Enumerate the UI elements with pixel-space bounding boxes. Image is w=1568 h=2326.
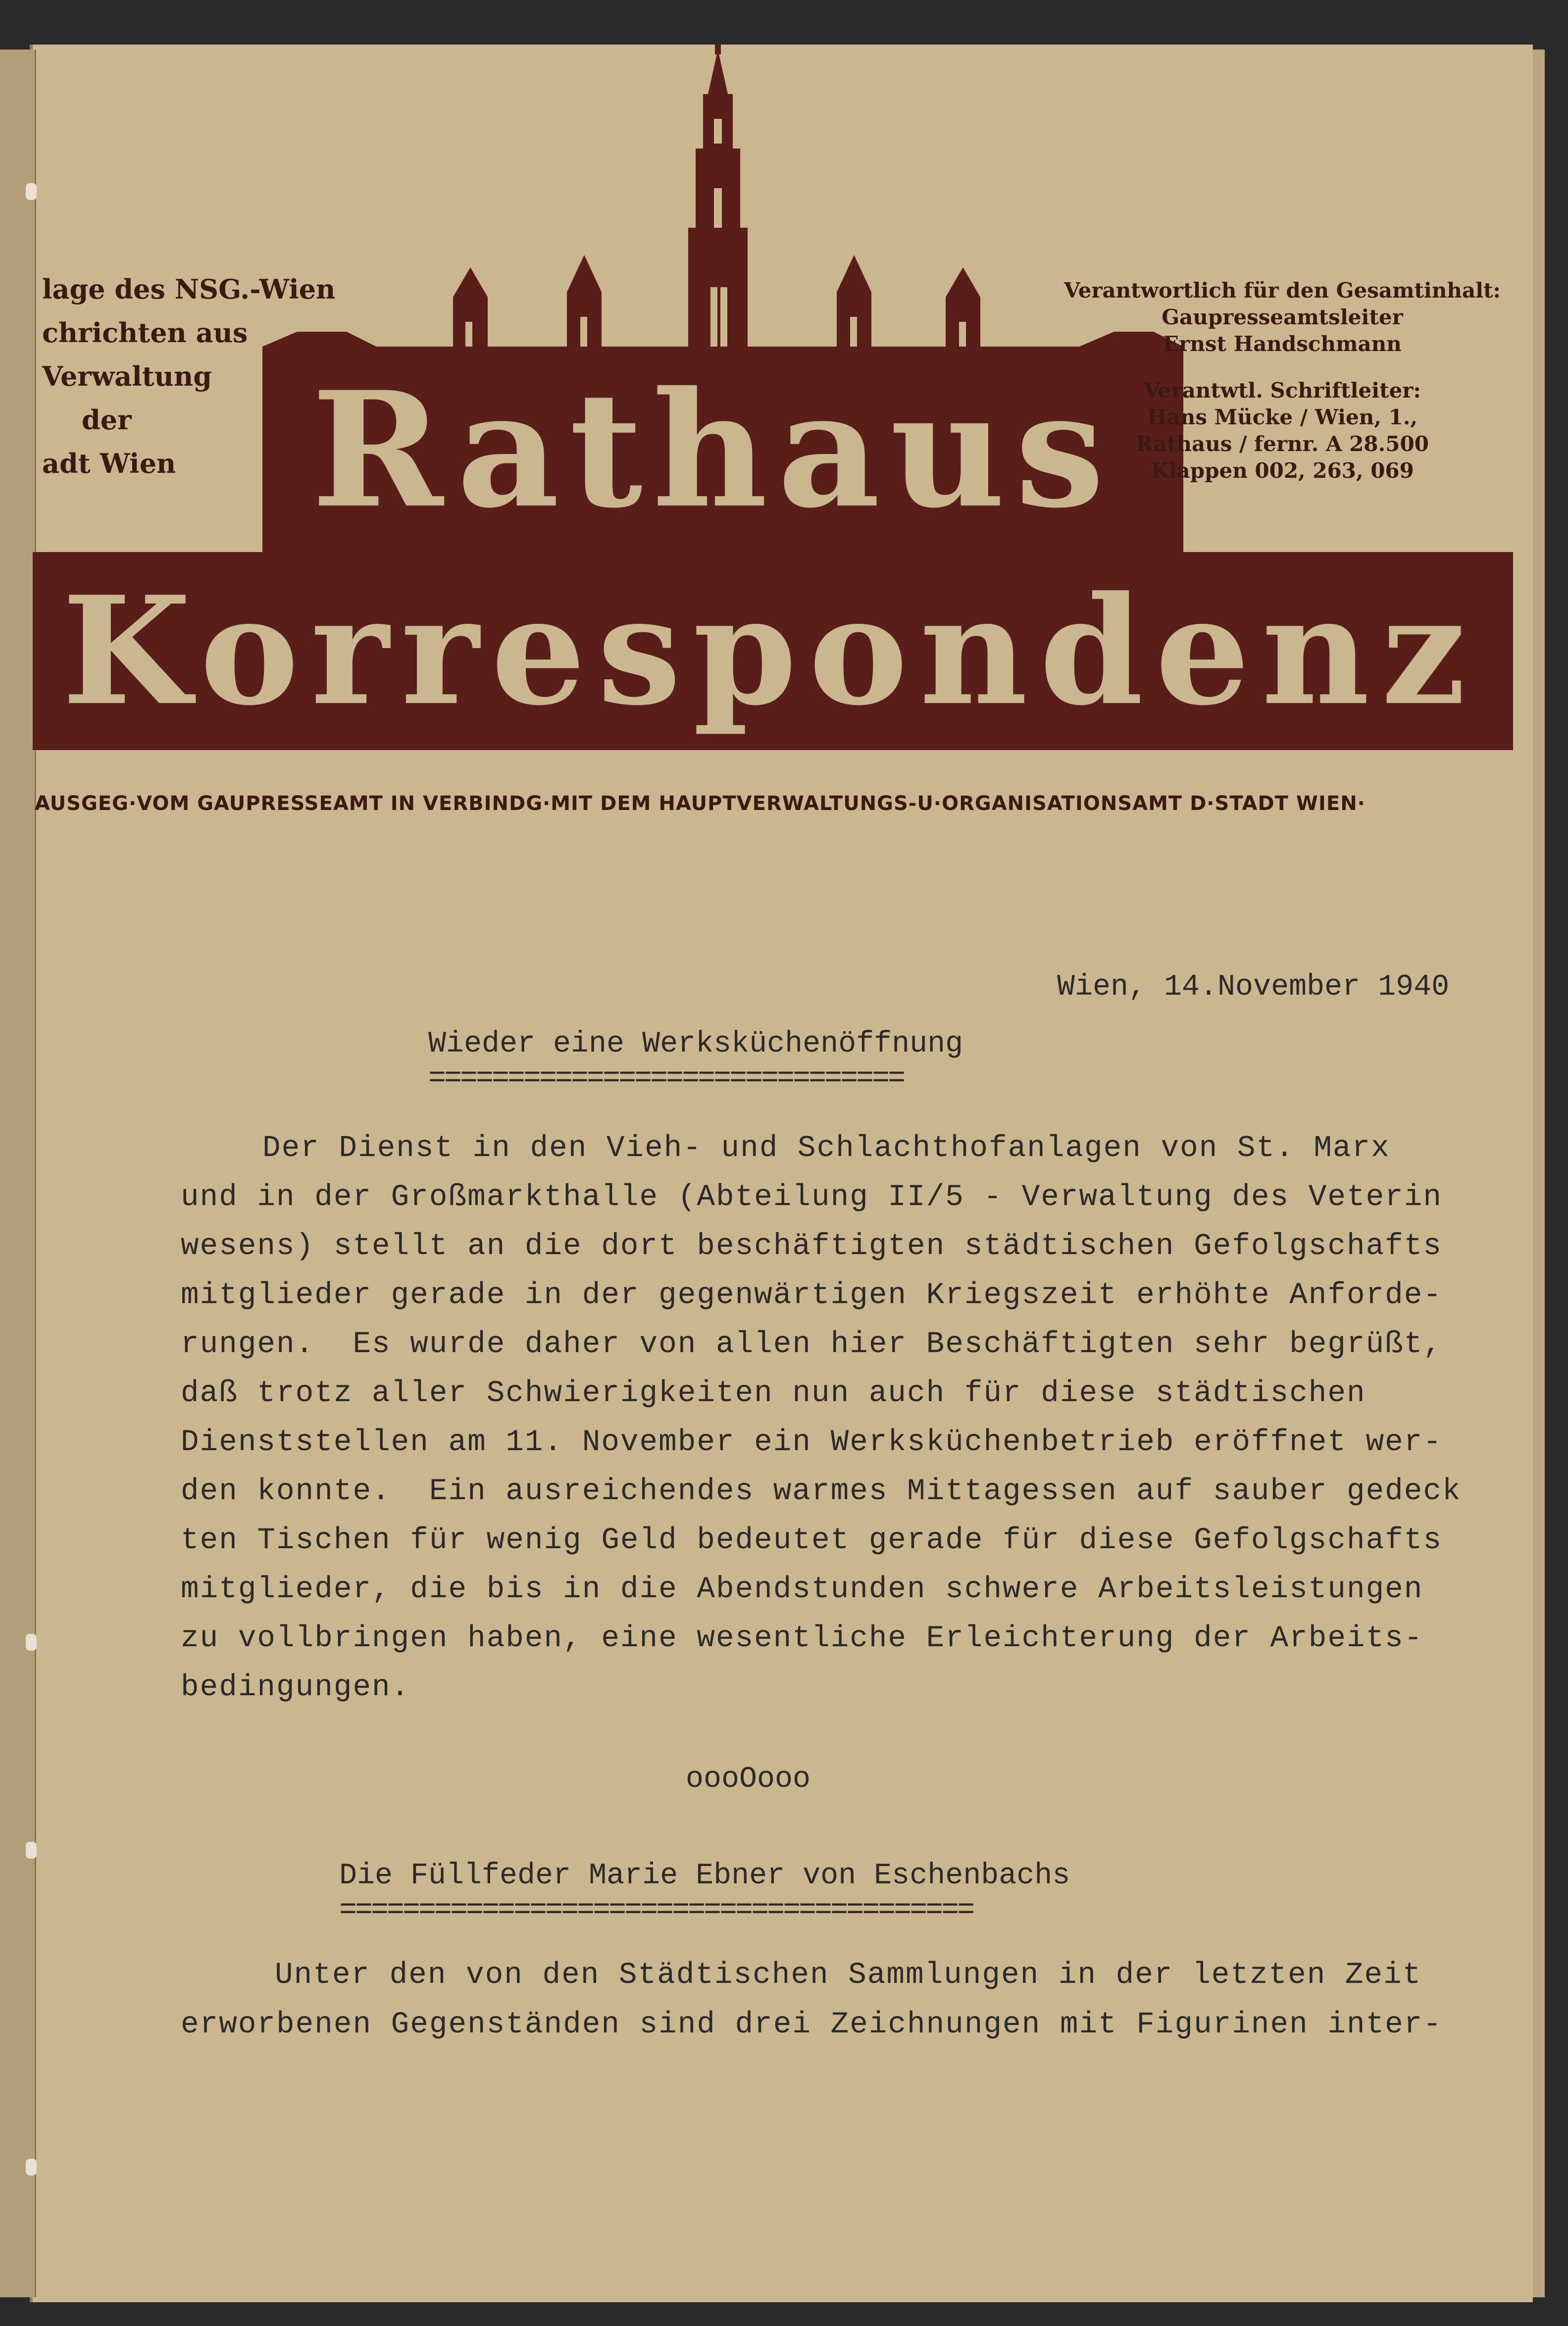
masthead-left-line: adt Wien	[42, 448, 176, 479]
masthead-right-line: Rathaus / fernr. A 28.500	[1136, 432, 1429, 456]
article-line: erworbenen Gegenständen sind drei Zeichnungen mit Figurinen inter-	[181, 2008, 1442, 2042]
article-line: und in der Großmarkthalle (Abteilung II/5 - Verwaltung des Veterin	[181, 1180, 1442, 1214]
heading-underline: ========================================	[339, 1894, 973, 1927]
masthead-left-line: Verwaltung	[42, 360, 212, 392]
publisher-subline: AUSGEG·VOM GAUPRESSEAMT IN VERBINDG·MIT DEM HAUPTVERWALTUNGS-U·ORGANISATIONSAMT D·STADT WIEN·	[35, 792, 1366, 815]
masthead-left-block	[42, 267, 336, 485]
article-line: mitglieder gerade in der gegenwärtigen Kriegszeit erhöhte Anforde-	[181, 1278, 1442, 1313]
masthead-right-line: Hans Mücke / Wien, 1.,	[1147, 405, 1418, 429]
article-line: bedingungen.	[181, 1670, 410, 1705]
article-line: daß trotz aller Schwierigkeiten nun auch für diese städtischen	[181, 1376, 1366, 1411]
heading-underline: ==============================	[428, 1062, 904, 1096]
article-heading: Die Füllfeder Marie Ebner von Eschenbachs	[339, 1859, 1070, 1893]
masthead-right-line: Ernst Handschmann	[1163, 332, 1402, 356]
masthead-right-line: Gaupresseamtsleiter	[1162, 305, 1403, 329]
masthead-right-block	[1050, 277, 1515, 484]
masthead-title-korrespondenz: Korrespondenz	[62, 563, 1478, 738]
article-line: Dienststellen am 11. November ein Werksküchenbetrieb eröffnet wer-	[181, 1425, 1442, 1460]
masthead-left-line: der	[82, 404, 132, 436]
article-line: mitglieder, die bis in die Abendstunden schwere Arbeitsleistungen	[181, 1572, 1423, 1607]
article-heading: Wieder eine Werksküchenöffnung	[428, 1027, 963, 1061]
article-line: zu vollbringen haben, eine wesentliche Erleichterung der Arbeits-	[181, 1621, 1423, 1656]
article-line: wesens) stellt an die dort beschäftigten städtischen Gefolgschafts	[181, 1229, 1442, 1264]
masthead-right-line: Verantwtl. Schriftleiter:	[1144, 378, 1421, 403]
masthead-left-line: chrichten aus	[42, 317, 248, 349]
section-separator: oooOooo	[686, 1763, 811, 1796]
article-line: Der Dienst in den Vieh- und Schlachthofanlagen von St. Marx	[262, 1131, 1390, 1165]
masthead-right-line: Verantwortlich für den Gesamtinhalt:	[1063, 278, 1501, 303]
masthead-left-line: lage des NSG.-Wien	[42, 273, 336, 305]
article-line: Unter den von den Städtischen Sammlungen in der letzten Zeit	[275, 1958, 1422, 1992]
article-line: ten Tischen für wenig Geld bedeutet gerade für diese Gefolgschafts	[181, 1523, 1442, 1558]
article-line: rungen. Es wurde daher von allen hier Beschäftigten sehr begrüßt,	[181, 1327, 1442, 1362]
article-line: den konnte. Ein ausreichendes warmes Mittagessen auf sauber gedeck	[181, 1474, 1462, 1509]
masthead-right-line: Klappen 002, 263, 069	[1151, 458, 1414, 483]
masthead-title-rathaus: Rathaus	[311, 357, 1114, 543]
article-date: Wien, 14.November 1940	[1057, 970, 1450, 1004]
